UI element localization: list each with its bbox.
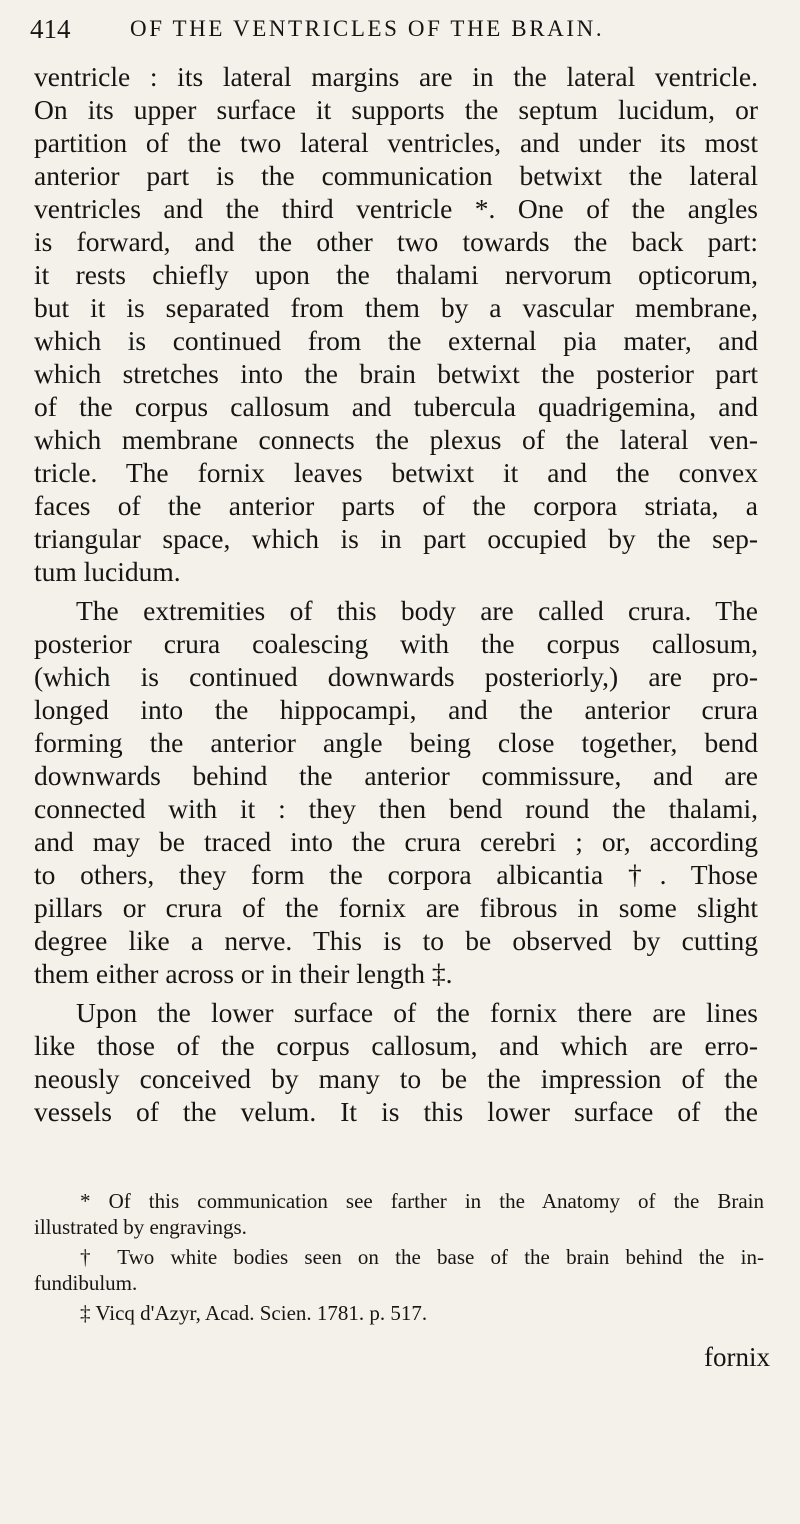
text-line: tricle. The fornix leaves betwixt it and the convex [34, 457, 758, 488]
body-text [34, 60, 758, 1128]
text-line: downwards behind the anterior commissure, and are [34, 760, 758, 791]
footnotes [34, 1188, 764, 1326]
text-line: and may be traced into the crura cerebri ; or, according [34, 826, 758, 857]
footnote-line: * Of this communication see farther in the Anatomy of the Brain [80, 1189, 764, 1213]
text-line: it rests chiefly upon the thalami nervorum opticorum, [34, 259, 758, 290]
running-head: OF THE VENTRICLES OF THE BRAIN. [130, 16, 605, 41]
text-line: connected with it : they then bend round the thalami, [34, 793, 758, 824]
text-line: degree like a nerve. This is to be observed by cutting [34, 925, 758, 956]
text-line: which stretches into the brain betwixt the posterior part [34, 358, 758, 389]
text-line: is forward, and the other two towards the back part: [34, 226, 758, 257]
text-line: tum lucidum. [34, 556, 181, 587]
text-line: ventricles and the third ventricle *. One of the angles [34, 193, 758, 224]
text-line: The extremities of this body are called crura. The [76, 595, 758, 626]
text-line: partition of the two lateral ventricles, and under its most [34, 127, 758, 158]
text-line: of the corpus callosum and tubercula quadrigemina, and [34, 391, 758, 422]
text-line: to others, they form the corpora albicantia †. Those [34, 859, 758, 890]
text-line: vessels of the velum. It is this lower surface of the [34, 1096, 758, 1127]
text-line: On its upper surface it supports the septum lucidum, or [34, 94, 758, 125]
footnote-line: † Two white bodies seen on the base of the brain behind the in- [80, 1245, 764, 1269]
text-line: anterior part is the communication betwixt the lateral [34, 160, 758, 191]
text-line: pillars or crura of the fornix are fibrous in some slight [34, 892, 758, 923]
text-line: which is continued from the external pia mater, and [34, 325, 758, 356]
footnote-line: fundibulum. [34, 1271, 138, 1295]
text-line: like those of the corpus callosum, and which are erro- [34, 1030, 758, 1061]
text-line: them either across or in their length ‡. [34, 958, 453, 989]
catchword: fornix [704, 1342, 770, 1372]
footnote-line: ‡ Vicq d'Azyr, Acad. Scien. 1781. p. 517. [80, 1301, 428, 1325]
footnote-line: illustrated by engravings. [34, 1215, 247, 1239]
text-line: which membrane connects the plexus of the lateral ven- [34, 424, 758, 455]
text-line: triangular space, which is in part occupied by the sep- [34, 523, 758, 554]
text-line: but it is separated from them by a vascular membrane, [34, 292, 758, 323]
text-line: Upon the lower surface of the fornix there are lines [76, 997, 758, 1028]
text-line: forming the anterior angle being close together, bend [34, 727, 758, 758]
text-line: (which is continued downwards posteriorly,) are pro- [34, 661, 758, 692]
text-line: longed into the hippocampi, and the anterior crura [34, 694, 758, 725]
page-number: 414 [30, 14, 71, 44]
text-line: neously conceived by many to be the impression of the [34, 1063, 758, 1094]
text-line: posterior crura coalescing with the corpus callosum, [34, 628, 758, 659]
page-header [30, 12, 770, 52]
text-line: faces of the anterior parts of the corpora striata, a [34, 490, 758, 521]
text-line: ventricle : its lateral margins are in the lateral ventricle. [34, 61, 758, 92]
